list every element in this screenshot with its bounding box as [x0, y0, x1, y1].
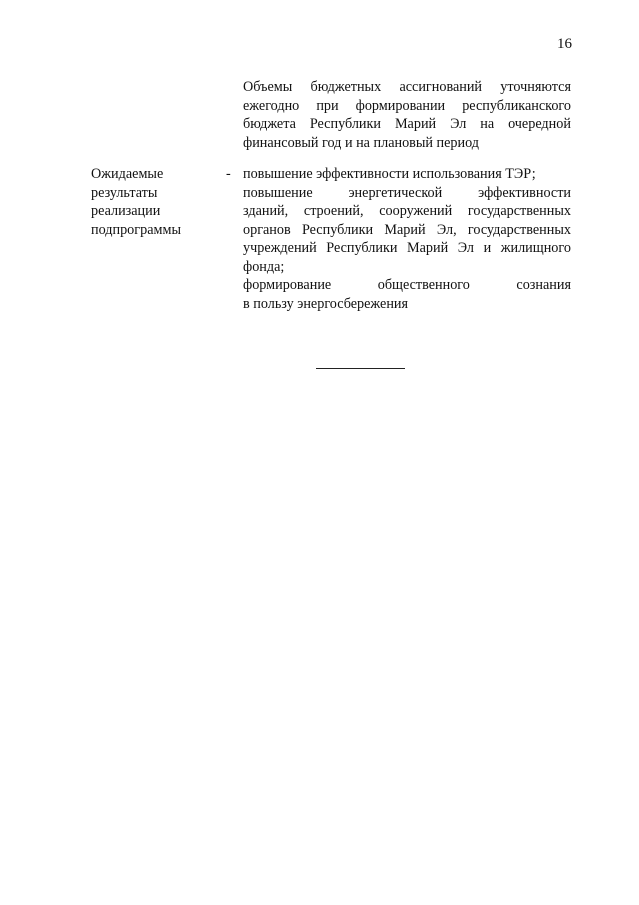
word: на: [480, 116, 495, 132]
word: и: [483, 240, 492, 256]
word: при: [316, 97, 339, 114]
paragraph-line: [243, 97, 571, 116]
word: Республики: [301, 221, 374, 238]
results-line: [243, 239, 571, 258]
word: бюджетных: [310, 79, 382, 95]
word: Эл: [457, 240, 475, 256]
results-line: [243, 202, 571, 221]
word: строений,: [303, 203, 364, 219]
word: ассигнований: [399, 79, 483, 95]
word: общественного: [377, 277, 470, 293]
word: государственных: [467, 221, 571, 238]
word: Республики: [326, 240, 398, 256]
word: органов: [243, 221, 291, 238]
word: энергетической: [348, 184, 443, 201]
label-line: результаты: [91, 184, 158, 201]
expected-results-text: [243, 165, 571, 313]
page-number: 16: [557, 36, 572, 52]
word: зданий,: [243, 203, 289, 219]
paragraph-line: финансовый год и на плановый период: [243, 134, 480, 151]
results-line: [243, 184, 571, 203]
word: Марий: [394, 116, 437, 132]
closing-separator-line: [316, 368, 405, 369]
expected-results-label: [91, 165, 216, 239]
results-line: повышение эффективности использования ТЭР;: [243, 166, 536, 182]
word: Республики: [309, 116, 382, 132]
results-line: в пользу энергосбережения: [243, 295, 409, 312]
word: формировании: [355, 97, 446, 114]
word: государственных: [467, 203, 571, 219]
word: сооружений: [379, 203, 453, 219]
results-line: [243, 276, 571, 295]
results-line: фонда;: [243, 258, 285, 275]
word: повышение: [243, 184, 313, 201]
word: формирование: [243, 277, 332, 293]
word: очередной: [508, 116, 571, 132]
word: ежегодно: [243, 97, 300, 114]
word: сознания: [516, 277, 571, 293]
label-line: подпрограммы: [91, 221, 181, 238]
word: бюджета: [243, 116, 296, 132]
results-line: [243, 221, 571, 240]
paragraph-line: [243, 115, 571, 134]
label-line: реализации: [91, 203, 161, 219]
word: Марий: [384, 221, 426, 238]
word: Марий: [407, 240, 449, 256]
word: эффективности: [478, 184, 571, 201]
budget-allocation-paragraph: [243, 78, 571, 152]
label-line: Ожидаемые: [91, 166, 164, 182]
word: Объемы: [243, 79, 293, 95]
word: жилищного: [500, 240, 571, 256]
word: учреждений: [243, 240, 317, 256]
word: Эл: [450, 116, 467, 132]
paragraph-line: [243, 78, 571, 97]
word: уточняются: [500, 79, 571, 95]
dash-separator: -: [226, 166, 231, 182]
word: республиканского: [462, 97, 571, 114]
word: Эл,: [436, 221, 457, 238]
